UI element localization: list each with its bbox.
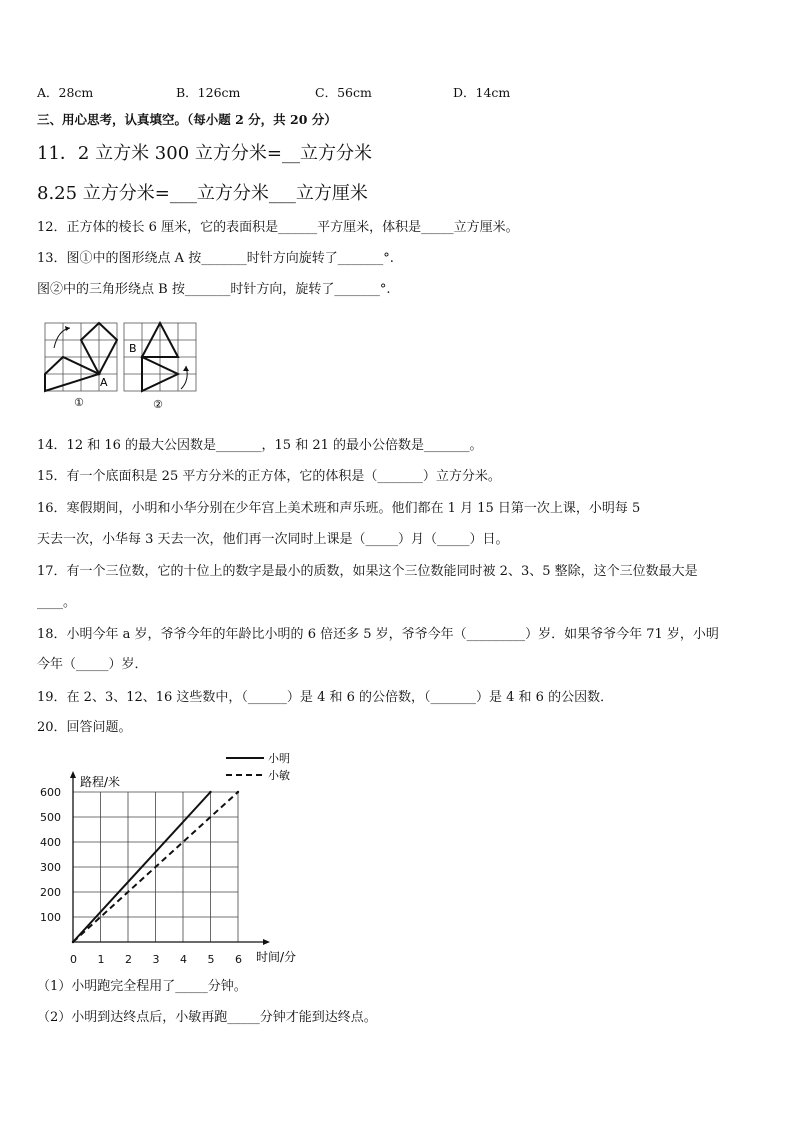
y-tick-label: 100 [40, 911, 61, 924]
option-c: C．56cm [315, 85, 372, 100]
q13-line1: 13．图①中的图形绕点 A 按_______时针方向旋转了_______°. [37, 251, 394, 266]
y-tick-label: 600 [40, 786, 61, 799]
q16-line2: 天去一次，小华每 3 天去一次，他们再一次同时上课是（_____）月（_____）日。 [37, 532, 509, 547]
option-a: A．28cm [37, 85, 94, 100]
y-axis-arrow [70, 771, 76, 778]
figure-1-label: ① [74, 396, 84, 409]
q17-line1: 17．有一个三位数，它的十位上的数字是最小的质数，如果这个三位数能同时被 2、3、5 整除，这个三位数最大是 [37, 564, 698, 579]
q20-title: 20．回答问题。 [37, 720, 132, 735]
x-tick-label: 1 [97, 953, 105, 966]
x-axis-arrow [263, 939, 270, 945]
rotation-figures [40, 318, 200, 413]
legend-label-xiaoming: 小明 [268, 752, 290, 765]
chart-axes [70, 771, 270, 945]
q15: 15．有一个底面积是 25 平方分米的正方体，它的体积是（_______）立方分米。 [37, 469, 501, 484]
q11-line2: 8.25 立方分米=___立方分米___立方厘米 [37, 183, 368, 204]
q14: 14．12 和 16 的最大公因数是_______，15 和 21 的最小公倍数是_______。 [37, 438, 483, 453]
q11-line1: 11．2 立方米 300 立方分米=__立方分米 [37, 143, 372, 164]
x-tick-label: 5 [207, 953, 215, 966]
section-title: 三、用心思考，认真填空。（每小题 2 分，共 20 分） [37, 112, 337, 127]
q20-sub2: （2）小明到达终点后，小敏再跑_____分钟才能到达终点。 [37, 1010, 377, 1025]
q12: 12．正方体的棱长 6 厘米，它的表面积是______平方厘米，体积是_____立方厘米。 [37, 220, 519, 235]
x-tick-label: 2 [125, 953, 132, 966]
q19: 19．在 2、3、12、16 这些数中，（______）是 4 和 6 的公倍数，（_______）是 4 和 6 的公因数． [37, 690, 614, 705]
x-tick-label: 6 [235, 953, 242, 966]
point-a-label: A [100, 376, 108, 389]
figure-1-arrow-head [65, 326, 70, 331]
y-tick-label: 500 [40, 811, 61, 824]
series-point-0 [209, 791, 211, 793]
q18-line1: 18．小明今年 a 岁，爷爷今年的年龄比小明的 6 倍还多 5 岁，爷爷今年（_________）岁．如果爷爷今年 71 岁，小明 [37, 627, 719, 642]
point-b-label: B [129, 342, 137, 355]
series-point-1 [72, 941, 74, 943]
legend-label-xiaomin: 小敏 [268, 769, 290, 782]
y-tick-label: 300 [40, 861, 61, 874]
x-tick-label: 3 [152, 953, 160, 966]
series-point-1 [237, 791, 239, 793]
distance-time-chart [30, 745, 320, 970]
x-tick-label: 0 [70, 953, 77, 966]
figure-1-rotation-arrow [54, 328, 70, 348]
q13-line2: 图②中的三角形绕点 B 按_______时针方向，旋转了_______°. [37, 282, 391, 297]
y-tick-label: 400 [40, 836, 61, 849]
q18-line2: 今年（_____）岁． [37, 657, 148, 672]
x-axis-label: 时间/分 [256, 950, 297, 964]
option-b: B．126cm [176, 85, 241, 100]
q20-sub1: （1）小明跑完全程用了_____分钟。 [37, 979, 247, 994]
figure-2-arrow-head [183, 366, 189, 371]
figure-2-label: ② [153, 398, 163, 411]
q16-line1: 16．寒假期间，小明和小华分别在少年宫上美术班和声乐班。他们都在 1 月 15 日第一次上课，小明每 5 [37, 501, 641, 516]
y-tick-label: 200 [40, 886, 61, 899]
q17-line2: ____。 [37, 595, 77, 610]
option-d: D．14cm [453, 85, 511, 100]
x-tick-label: 4 [180, 953, 187, 966]
y-axis-label: 路程/米 [80, 775, 121, 789]
